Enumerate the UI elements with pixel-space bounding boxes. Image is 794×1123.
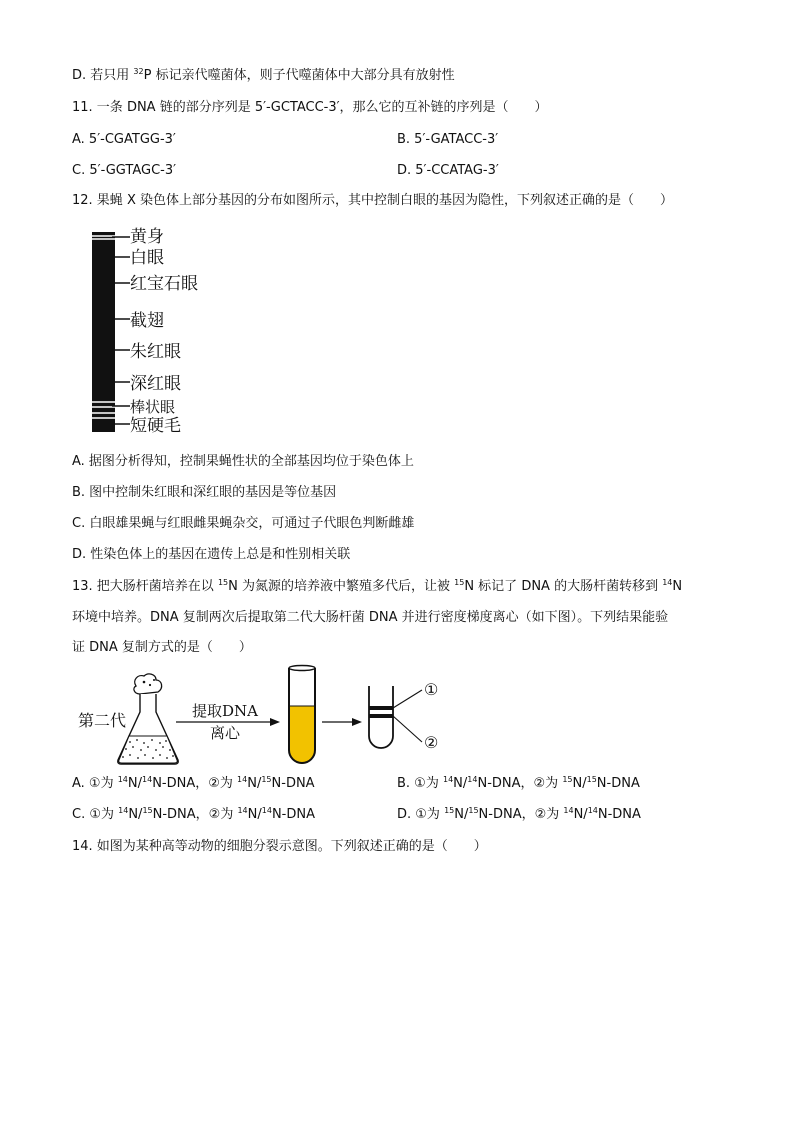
q13-option-b <box>397 775 640 793</box>
q13-option-c <box>72 806 315 824</box>
q13-b-sup-2: 14 <box>467 775 478 784</box>
q13-b-text-3: N-DNA，②为 <box>477 776 563 791</box>
gene-label-4: 截翅 <box>130 311 164 331</box>
q13-stem-line3: 证 DNA 复制方式的是（ ） <box>72 640 252 655</box>
q13-c-sup-1: 14 <box>118 806 129 815</box>
q13-a-sup-4: 15 <box>261 775 272 784</box>
q13-b-sup-1: 14 <box>442 775 454 784</box>
q13-stem-sup-3: 14 <box>662 578 673 587</box>
q13-d-sup-2: 15 <box>468 806 479 815</box>
q10-option-d-text-2: P 标记亲代噬菌体，则子代噬菌体中大部分具有放射性 <box>143 68 455 83</box>
q13-d-sup-4: 14 <box>587 806 598 815</box>
q13-c-text-5: N-DNA <box>271 807 315 822</box>
chromosome-diagram <box>84 226 134 438</box>
q13-stem-text-2: N 为氮源的培养液中繁殖多代后，让被 <box>228 579 455 594</box>
q11-option-a: A. 5′-CGATGG-3′ <box>72 132 176 147</box>
q12-option-b: B. 图中控制朱红眼和深红眼的基因是等位基因 <box>72 485 337 500</box>
q13-c-text-1: C. ①为 <box>72 807 119 822</box>
flask-icon <box>112 672 184 768</box>
test-tube-icon <box>284 664 320 766</box>
q13-stem-sup-2: 15 <box>454 578 465 587</box>
q13-stem-line1 <box>72 578 682 596</box>
tube-liquid <box>289 706 315 763</box>
q13-option-a <box>72 775 315 793</box>
q13-c-text-4: N/ <box>247 807 262 822</box>
q13-b-text-1: B. ①为 <box>397 776 443 791</box>
q13-d-text-4: N/ <box>573 807 588 822</box>
q10-option-d-text: D. 若只用 <box>72 68 134 83</box>
q13-c-sup-2: 15 <box>142 806 153 815</box>
gene-label-2: 白眼 <box>130 248 164 268</box>
gene-label-3: 红宝石眼 <box>130 274 198 294</box>
arrow-label-bottom: 离心 <box>210 724 241 742</box>
q13-b-sup-3: 15 <box>562 775 573 784</box>
q13-stem-sup-1: 15 <box>217 578 229 587</box>
q13-a-sup-1: 14 <box>117 775 128 784</box>
q13-b-text-4: N/ <box>572 776 587 791</box>
q13-c-text-3: N-DNA，②为 <box>152 807 238 822</box>
q14-stem: 14. 如图为某种高等动物的细胞分裂示意图。下列叙述正确的是（ ） <box>72 839 487 854</box>
q13-a-sup-3: 14 <box>237 775 248 784</box>
q13-stem-text-1: 13. 把大肠杆菌培养在以 <box>72 579 218 594</box>
q13-stem-text-4: N <box>672 579 683 594</box>
q13-d-text-1: D. ①为 <box>397 807 445 822</box>
dna-band-1 <box>369 706 393 710</box>
arrow-label-top: 提取DNA <box>192 702 258 720</box>
q13-a-sup-2: 14 <box>142 775 153 784</box>
q13-d-text-3: N-DNA，②为 <box>478 807 564 822</box>
gene-label-1: 黄身 <box>130 227 164 247</box>
generation-label: 第二代 <box>78 711 127 730</box>
q13-option-d <box>397 806 641 824</box>
q13-c-sup-3: 14 <box>237 806 248 815</box>
q11-option-d: D. 5′-CCATAG-3′ <box>397 163 499 178</box>
q11-option-b: B. 5′-GATACC-3′ <box>397 132 499 147</box>
marker-2: ② <box>424 733 439 752</box>
q13-a-text-3: N-DNA，②为 <box>152 776 238 791</box>
q12-option-a: A. 据图分析得知，控制果蝇性状的全部基因均位于染色体上 <box>72 454 414 469</box>
q13-stem-text-3: N 标记了 DNA 的大肠杆菌转移到 <box>464 579 663 594</box>
q13-d-text-5: N-DNA <box>597 807 641 822</box>
q11-stem: 11. 一条 DNA 链的部分序列是 5′-GCTACC-3′，那么它的互补链的序列是（ ） <box>72 100 548 115</box>
q12-option-d: D. 性染色体上的基因在遗传上总是和性别相关联 <box>72 547 351 562</box>
q13-a-text-4: N/ <box>247 776 262 791</box>
q12-option-c: C. 白眼雄果蝇与红眼雌果蝇杂交，可通过子代眼色判断雌雄 <box>72 516 415 531</box>
q13-d-sup-3: 14 <box>563 806 574 815</box>
q10-option-d-sup: 32 <box>133 67 144 76</box>
q11-option-c: C. 5′-GGTAGC-3′ <box>72 163 177 178</box>
q13-d-sup-1: 15 <box>444 806 455 815</box>
marker-1: ① <box>424 680 439 699</box>
q13-b-text-5: N-DNA <box>596 776 640 791</box>
gene-label-5: 朱红眼 <box>130 342 181 362</box>
q10-option-d <box>72 67 455 85</box>
q13-a-text-1: A. ①为 <box>72 776 118 791</box>
q12-stem: 12. 果蝇 X 染色体上部分基因的分布如图所示，其中控制白眼的基因为隐性，下列叙述正确的是（ ） <box>72 193 673 208</box>
arrow-2-icon <box>322 716 364 728</box>
q13-b-sup-4: 15 <box>586 775 597 784</box>
dna-band-2 <box>369 714 393 718</box>
gene-label-7: 棒状眼 <box>130 398 176 416</box>
gene-label-8: 短硬毛 <box>130 416 181 436</box>
q13-a-text-5: N-DNA <box>271 776 315 791</box>
gene-label-6: 深红眼 <box>130 374 181 394</box>
q13-b-text-2: N/ <box>453 776 468 791</box>
q13-c-sup-4: 14 <box>261 806 272 815</box>
q13-d-text-2: N/ <box>454 807 469 822</box>
q13-stem-line2: 环境中培养。DNA 复制两次后提取第二代大肠杆菌 DNA 并进行密度梯度离心（如下图）。下列结果能验 <box>72 610 669 625</box>
q13-a-text-2: N/ <box>127 776 143 791</box>
q13-c-text-2: N/ <box>128 807 143 822</box>
